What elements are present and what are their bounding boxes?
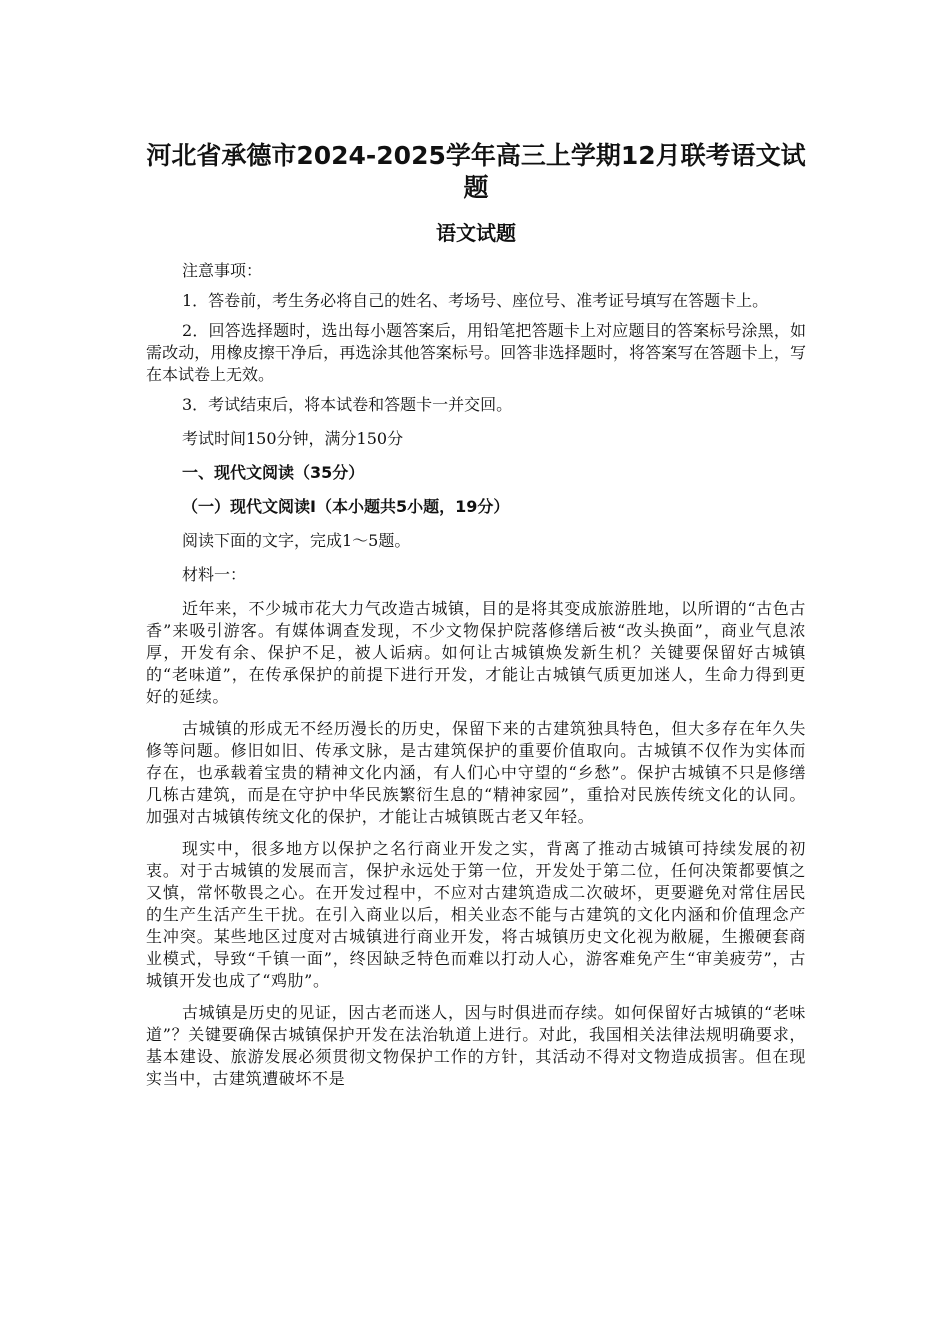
- reading-instruction: 阅读下面的文字，完成1～5题。: [182, 531, 411, 550]
- essay-paragraph-2: 古城镇的形成无不经历漫长的历史，保留下来的古建筑独具特色，但大多存在年久失修等问题。修旧如旧、传承文脉，是古建筑保护的重要价值取向。古城镇不仅作为实体而存在，也承载着宝贵的精神文化内涵，有人们心中守望的“乡愁”。保护古城镇不只是修缮几栋古建筑，而是在守护中华民族繁衍生息的“精神家园”，重拾对民族传统文化的认同。加强对古城镇传统文化的保护，才能让古城镇既古老又年轻。: [146, 719, 806, 826]
- exam-time: 考试时间150分钟，满分150分: [182, 429, 404, 448]
- notice-heading: 注意事项：: [182, 261, 263, 280]
- notice-item-3: 3．考试结束后，将本试卷和答题卡一并交回。: [182, 395, 513, 414]
- essay-paragraph-4: 古城镇是历史的见证，因古老而迷人，因与时俱进而存续。如何保留好古城镇的“老味道”？关键要确保古城镇保护开发在法治轨道上进行。对此，我国相关法律法规明确要求，基本建设、旅游发展必须贯彻文物保护工作的方针，其活动不得对文物造成损害。但在现实当中，古建筑遭破坏不是: [146, 1003, 806, 1088]
- material-one-text: [146, 598, 806, 1090]
- notice-item-2: 2．回答选择题时，选出每小题答案后，用铅笔把答题卡上对应题目的答案标号涂黑，如需改动，用橡皮擦干净后，再选涂其他答案标号。回答非选择题时，将答案写在答题卡上，写在本试卷上无效。: [146, 321, 806, 384]
- essay-paragraph-3: 现实中，很多地方以保护之名行商业开发之实，背离了推动古城镇可持续发展的初衷。对于古城镇的发展而言，保护永远处于第一位，开发处于第二位，任何决策都要慎之又慎，常怀敬畏之心。在开发过程中，不应对古建筑造成二次破坏，更要避免对常住居民的生产生活产生干扰。在引入商业以后，相关业态不能与古建筑的文化内涵和价值理念产生冲突。某些地区过度对古城镇进行商业开发，将古城镇历史文化视为敝屣，生搬硬套商业模式，导致“千镇一面”，终因缺乏特色而难以打动人心，游客难免产生“审美疲劳”，古城镇开发也成了“鸡肋”。: [146, 839, 806, 990]
- exam-page: [146, 140, 806, 1090]
- notice-item-1: 1．答卷前，考生务必将自己的姓名、考场号、座位号、准考证号填写在答题卡上。: [182, 291, 769, 310]
- essay-paragraph-1: 近年来，不少城市花大力气改造古城镇，目的是将其变成旅游胜地，以所谓的“古色古香”来吸引游客。有媒体调查发现，不少文物保护院落修缮后被“改头换面”，商业气息浓厚，开发有余、保护不足，被人诟病。如何让古城镇焕发新生机？关键要保留好古城镇的“老味道”，在传承保护的前提下进行开发，才能让古城镇气质更加迷人，生命力得到更好的延续。: [146, 599, 806, 706]
- document-subtitle: 语文试题: [436, 221, 516, 245]
- material-label: 材料一：: [182, 565, 247, 584]
- subsection-heading: （一）现代文阅读Ⅰ（本小题共5小题，19分）: [182, 497, 510, 516]
- document-title: 河北省承德市2024-2025学年高三上学期12月联考语文试题: [146, 141, 806, 202]
- section-heading: 一、现代文阅读（35分）: [182, 463, 365, 482]
